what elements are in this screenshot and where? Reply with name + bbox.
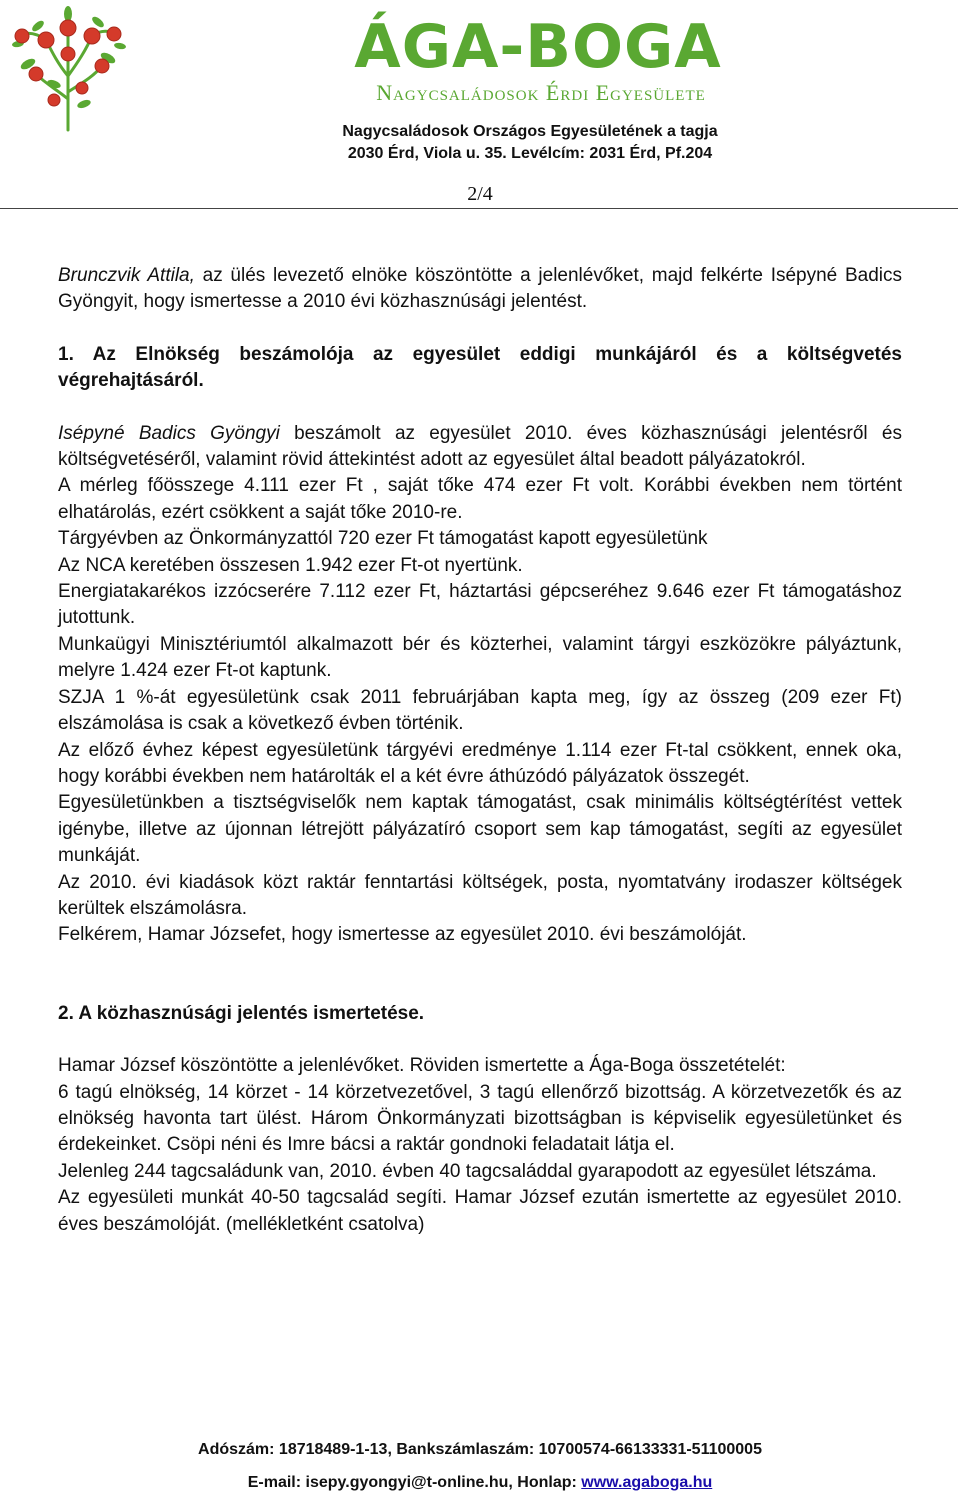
brand-subtitle: Nagycsaládosok Érdi Egyesülete — [376, 80, 706, 105]
balance-paragraph: A mérleg főösszege 4.111 ezer Ft , saját tőke 474 ezer Ft volt. Korábbi években nem történt elhatárolás, ezért csökkent a saját tőke 2010-re. — [58, 475, 902, 523]
report-paragraph — [58, 421, 902, 474]
section-heading-1: 1. Az Elnökség beszámolója az egyesület eddigi munkájáról és a költségvetés végrehajtásáról. — [58, 343, 902, 392]
header-divider — [0, 208, 958, 209]
report-text: beszámolt az egyesület 2010. éves közhasznúsági jelentésről és költségvetéséről, valamint rövid áttekintést adott az egyesület által beadott pályázatokról. — [58, 422, 902, 471]
org-address-line: 2030 Érd, Viola u. 35. Levélcím: 2031 Érd, Pf.204 — [347, 145, 713, 162]
helpers-paragraph: Az egyesületi munkát 40-50 tagcsalád segíti. Hamar József ezután ismertette az egyesület 2010. éves beszámolóját. (mellékletként csatolva) — [58, 1187, 902, 1235]
chair-name: Brunczvik Attila, — [58, 265, 195, 286]
website-link[interactable]: www.agaboga.hu — [581, 1474, 713, 1491]
welcome-paragraph: Hamar József köszöntötte a jelenlévőket. Röviden ismertette a Ága-Boga összetételét: — [58, 1055, 786, 1077]
energy-paragraph: Energiatakarékos izzócserére 7.112 ezer Ft, háztartási gépcseréhez 9.646 ezer Ft támogatáshoz jutottunk. — [58, 581, 902, 629]
ministry-paragraph: Munkaügyi Minisztériumtól alkalmazott bér és közterhei, valamint tárgyi eszközökre pályáztunk, melyre 1.424 ezer Ft-ot kaptunk. — [58, 633, 902, 682]
org-membership-line: Nagycsaládosok Országos Egyesületének a tagja — [342, 123, 718, 140]
officials-paragraph: Egyesületünkben a tisztségviselők nem kaptak támogatást, csak minimális költségtérítést vettek igénybe, illetve az újonnan létrejött pályázatíró csoport sem kap támogatást, segíti az egyesület munkáját. — [58, 792, 902, 867]
municipality-grant-line: Tárgyévben az Önkormányzattól 720 ezer Ft támogatást kapott egyesületünk — [58, 528, 708, 550]
footer-contact — [0, 1474, 960, 1492]
section-heading-2: 2. A közhasznúsági jelentés ismertetése. — [58, 1002, 425, 1024]
szja-paragraph: SZJA 1 %-át egyesületünk csak 2011 februárjában kapta meg, így az összeg (209 ezer Ft) elszámolása is csak a következő évben történik. — [58, 686, 902, 735]
footer-email: E-mail: isepy.gyongyi@t-online.hu, Honlap: — [247, 1474, 582, 1491]
intro-text: az ülés levezető elnöke köszöntötte a jelenlévőket, majd felkérte Isépyné Badics Gyöngyit, hogy ismertesse a 2010 évi közhasznúsági jelentést. — [58, 265, 903, 313]
nca-line: Az NCA keretében összesen 1.942 ezer Ft-ot nyertünk. — [58, 554, 523, 576]
page-number: 2/4 — [467, 183, 493, 205]
intro-paragraph — [58, 263, 902, 316]
request-paragraph: Felkérem, Hamar Józsefet, hogy ismertesse az egyesület 2010. évi beszámolóját. — [58, 924, 747, 946]
tree-logo-icon — [8, 4, 128, 132]
letterhead — [0, 0, 960, 210]
membership-paragraph: Jelenleg 244 tagcsaládunk van, 2010. évben 40 tagcsaláddal gyarapodott az egyesület létszáma. — [58, 1160, 877, 1182]
structure-paragraph: 6 tagú elnökség, 14 körzet - 14 körzetvezetővel, 3 tagú ellenőrző bizottság. A körzetvezetők és az elnökség havonta tart ülést. Három Önkormányzati bizottságban is képviselik egyesületünket és érdekeinket. Csöpi néni és Imre bácsi a raktár gondnoki feladatait látja el. — [58, 1081, 902, 1156]
document-body — [58, 263, 902, 1238]
brand-logotype: ÁGA-BOGA — [354, 12, 722, 82]
result-paragraph: Az előző évhez képest egyesületünk tárgyévi eredménye 1.114 ezer Ft-tal csökkent, ennek oka, hogy korábbi években nem határolták el a két évre áthúzódó pályázatok összegét. — [58, 739, 902, 787]
expenses-paragraph: Az 2010. évi kiadások közt raktár fenntartási költségek, posta, nyomtatvány irodaszer költségek kerültek elszámolásra. — [58, 871, 902, 919]
reporter-name: Isépyné Badics Gyöngyi — [58, 422, 280, 444]
footer-tax-bank: Adószám: 18718489-1-13, Bankszámlaszám: 10700574-66133331-51100005 — [198, 1441, 762, 1458]
